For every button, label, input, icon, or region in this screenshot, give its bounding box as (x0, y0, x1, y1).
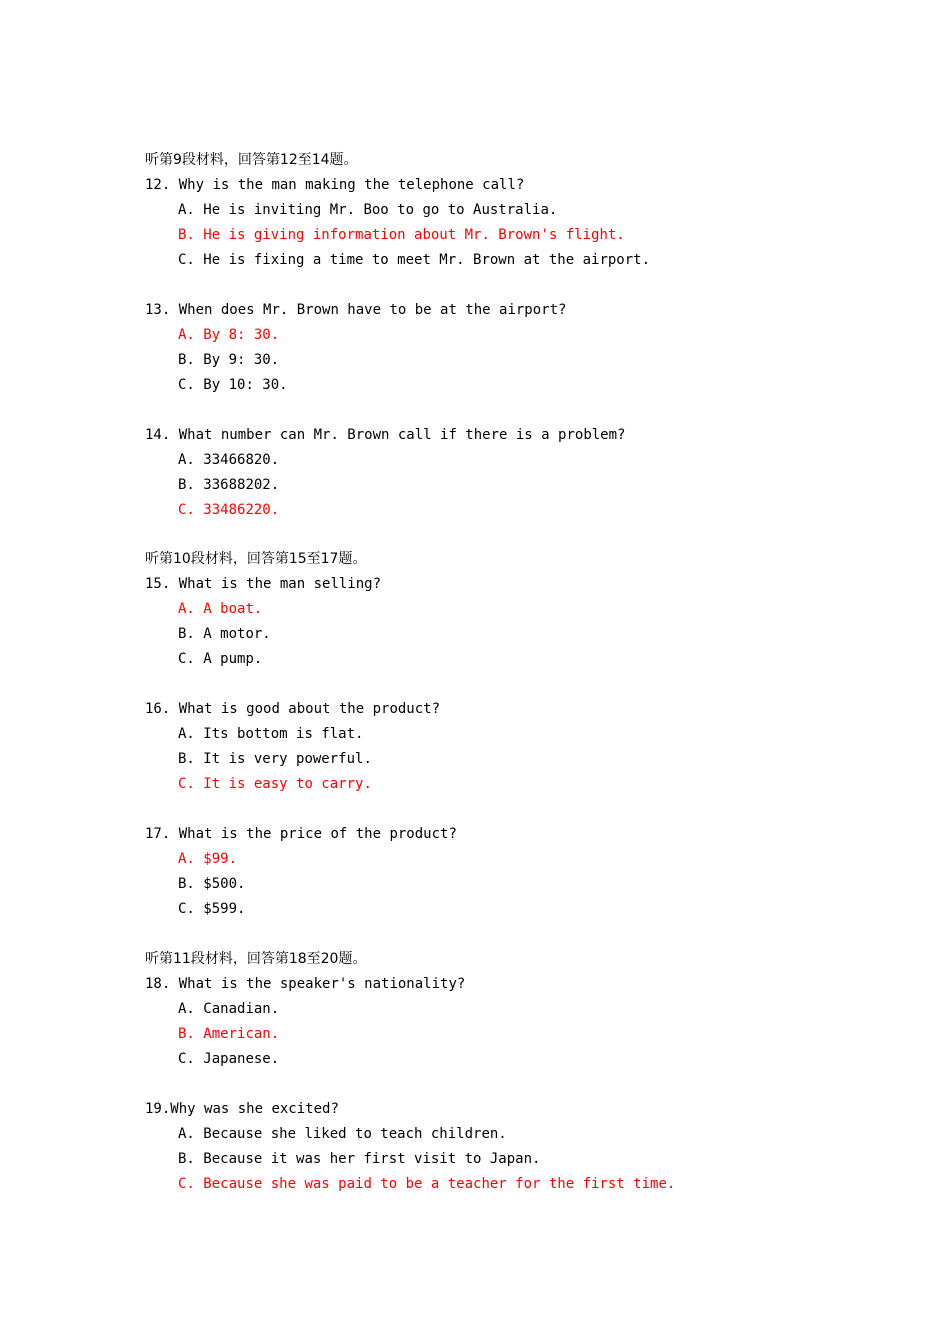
question-text: Why was she excited? (170, 1100, 339, 1117)
question-number: 12. (145, 177, 171, 193)
option-text: Because it was her first visit to Japan. (203, 1150, 541, 1167)
option-19-a (0, 1122, 950, 1147)
option-text: A boat. (203, 601, 263, 618)
option-17-b (0, 872, 950, 897)
option-letter: C. (178, 1050, 195, 1067)
question-13 (0, 298, 950, 323)
option-15-b (0, 622, 950, 647)
option-17-c (0, 897, 950, 922)
option-letter: B. (178, 751, 195, 768)
option-text: $599. (203, 900, 246, 917)
option-text: By 9: 30. (203, 351, 280, 368)
spacer (0, 797, 950, 822)
option-14-b (0, 473, 950, 498)
option-letter: A. (178, 1125, 195, 1142)
option-letter: A. (178, 326, 195, 343)
question-number: 17. (145, 825, 171, 842)
option-letter: B. (178, 351, 195, 368)
spacer (0, 523, 950, 548)
option-text: He is inviting Mr. Boo to go to Australia. (203, 202, 558, 218)
option-text: American. (203, 1025, 280, 1042)
option-13-c (0, 373, 950, 398)
spacer (0, 672, 950, 697)
option-text: He is fixing a time to meet Mr. Brown at the airport. (203, 252, 651, 268)
option-15-c (0, 647, 950, 672)
option-letter: C. (178, 1175, 195, 1192)
option-19-c-correct (0, 1172, 950, 1197)
question-17 (0, 822, 950, 847)
question-number: 16. (145, 701, 171, 718)
option-13-b (0, 348, 950, 373)
question-15 (0, 572, 950, 597)
question-text: When does Mr. Brown have to be at the airport? (178, 301, 567, 318)
option-text: By 8: 30. (203, 326, 280, 343)
option-16-a (0, 722, 950, 747)
question-19 (0, 1097, 950, 1122)
document-page (0, 148, 950, 1197)
option-letter: B. (178, 626, 195, 643)
section-title: 听第11段材料，回答第18至20题。 (145, 950, 367, 967)
question-text: What is good about the product? (178, 701, 441, 718)
option-text: A pump. (203, 651, 263, 668)
question-14 (0, 423, 950, 448)
question-number: 19. (145, 1100, 171, 1117)
option-12-b-correct (0, 223, 950, 248)
option-16-c-correct (0, 772, 950, 797)
option-18-a (0, 997, 950, 1022)
option-letter: C. (178, 900, 195, 917)
option-letter: B. (178, 875, 195, 892)
question-text: What is the price of the product? (178, 825, 457, 842)
option-letter: A. (178, 726, 195, 743)
option-letter: B. (178, 476, 195, 493)
spacer (0, 398, 950, 423)
question-16 (0, 697, 950, 722)
question-text: What is the speaker's nationality? (178, 975, 466, 992)
option-text: By 10: 30. (203, 376, 288, 393)
option-13-a-correct (0, 323, 950, 348)
option-text: 33486220. (203, 501, 280, 518)
question-text: What is the man selling? (178, 576, 382, 593)
option-text: Because she liked to teach children. (203, 1125, 507, 1142)
question-18 (0, 972, 950, 997)
option-text: Japanese. (203, 1050, 280, 1067)
option-16-b (0, 747, 950, 772)
spacer (0, 922, 950, 947)
option-letter: B. (178, 1150, 195, 1167)
question-number: 13. (145, 301, 171, 318)
option-12-c (0, 248, 950, 273)
question-12 (0, 173, 950, 198)
option-letter: C. (178, 376, 195, 393)
section-title: 听第9段材料，回答第12至14题。 (145, 152, 358, 168)
question-number: 15. (145, 576, 171, 593)
question-text: Why is the man making the telephone call? (178, 177, 525, 193)
option-letter: C. (178, 651, 195, 668)
option-text: Its bottom is flat. (203, 726, 364, 743)
option-text: It is easy to carry. (203, 776, 372, 793)
option-text: 33466820. (203, 451, 280, 468)
option-letter: A. (178, 1000, 195, 1017)
option-17-a-correct (0, 847, 950, 872)
option-letter: C. (178, 776, 195, 793)
question-number: 14. (145, 426, 171, 443)
option-text: 33688202. (203, 476, 280, 493)
option-letter: A. (178, 850, 195, 867)
option-letter: A. (178, 451, 195, 468)
option-text: He is giving information about Mr. Brown's flight. (203, 227, 625, 243)
question-number: 18. (145, 975, 171, 992)
option-14-c-correct (0, 498, 950, 523)
option-18-b-correct (0, 1022, 950, 1047)
option-text: Canadian. (203, 1000, 280, 1017)
option-12-a (0, 198, 950, 223)
spacer (0, 1072, 950, 1097)
option-letter: A. (178, 601, 195, 618)
option-14-a (0, 448, 950, 473)
option-letter: B. (178, 1025, 195, 1042)
spacer (0, 273, 950, 298)
option-15-a-correct (0, 597, 950, 622)
option-18-c (0, 1047, 950, 1072)
option-text: It is very powerful. (203, 751, 372, 768)
option-text: A motor. (203, 626, 271, 643)
option-text: $99. (203, 850, 238, 867)
option-letter: B. (178, 227, 195, 243)
section-title: 听第10段材料，回答第15至17题。 (145, 551, 367, 568)
option-letter: A. (178, 202, 195, 218)
option-text: $500. (203, 875, 246, 892)
option-19-b (0, 1147, 950, 1172)
option-letter: C. (178, 501, 195, 518)
option-text: Because she was paid to be a teacher for the first time. (203, 1175, 676, 1192)
option-letter: C. (178, 252, 195, 268)
question-text: What number can Mr. Brown call if there is a problem? (178, 426, 626, 443)
